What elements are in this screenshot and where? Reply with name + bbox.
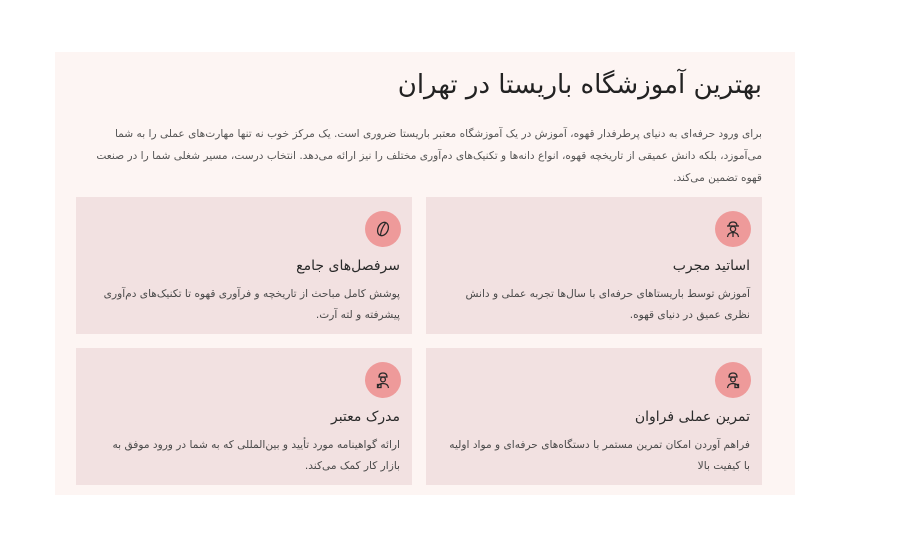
coffee-bean-icon (365, 211, 401, 247)
card-title: تمرین عملی فراوان (634, 409, 750, 425)
card-text: فراهم آوردن امکان تمرین مستمر با دستگاه‌های حرفه‌ای و مواد اولیه با کیفیت بالا (449, 439, 750, 472)
card-title: سرفصل‌های جامع (296, 258, 400, 274)
feature-card-experienced-instructors (426, 197, 762, 334)
feature-card-hands-on-practice (426, 348, 762, 485)
barista-person-icon (715, 211, 751, 247)
certificate-person-icon (365, 362, 401, 398)
card-text: پوشش کامل مباحث از تاریخچه و فرآوری قهوه تا تکنیک‌های دم‌آوری پیشرفته و لته آرت. (103, 288, 400, 321)
card-title: اساتید مجرب (672, 258, 750, 274)
barista-school-section (55, 52, 795, 495)
feature-card-comprehensive-syllabus (76, 197, 412, 334)
worker-icon (715, 362, 751, 398)
card-title: مدرک معتبر (330, 409, 400, 425)
card-text: ارائه گواهینامه مورد تأیید و بین‌المللی که به شما در ورود موفق به بازار کار کمک می‌کند. (112, 439, 400, 472)
section-title: بهترین آموزشگاه باریستا در تهران (397, 70, 762, 100)
section-intro: برای ورود حرفه‌ای به دنیای پرطرفدار قهوه، آموزش در یک آموزشگاه معتبر باریستا ضروری است. یک مرکز خوب نه تنها مهارت‌های عملی را به شما می‌آموزد، بلکه دانش عمیقی از تاریخچه قهوه، انواع دانه‌ها و تکنیک‌های دم‌آوری مختلف را نیز ارائه می‌دهد. انتخاب درست، مسیر شغلی شما را در صنعت قهوه تضمین می‌کند. (96, 128, 762, 184)
feature-card-valid-certificate (76, 348, 412, 485)
card-text: آموزش توسط باریستاهای حرفه‌ای با سال‌ها تجربه عملی و دانش نظری عمیق در دنیای قهوه. (465, 288, 750, 321)
